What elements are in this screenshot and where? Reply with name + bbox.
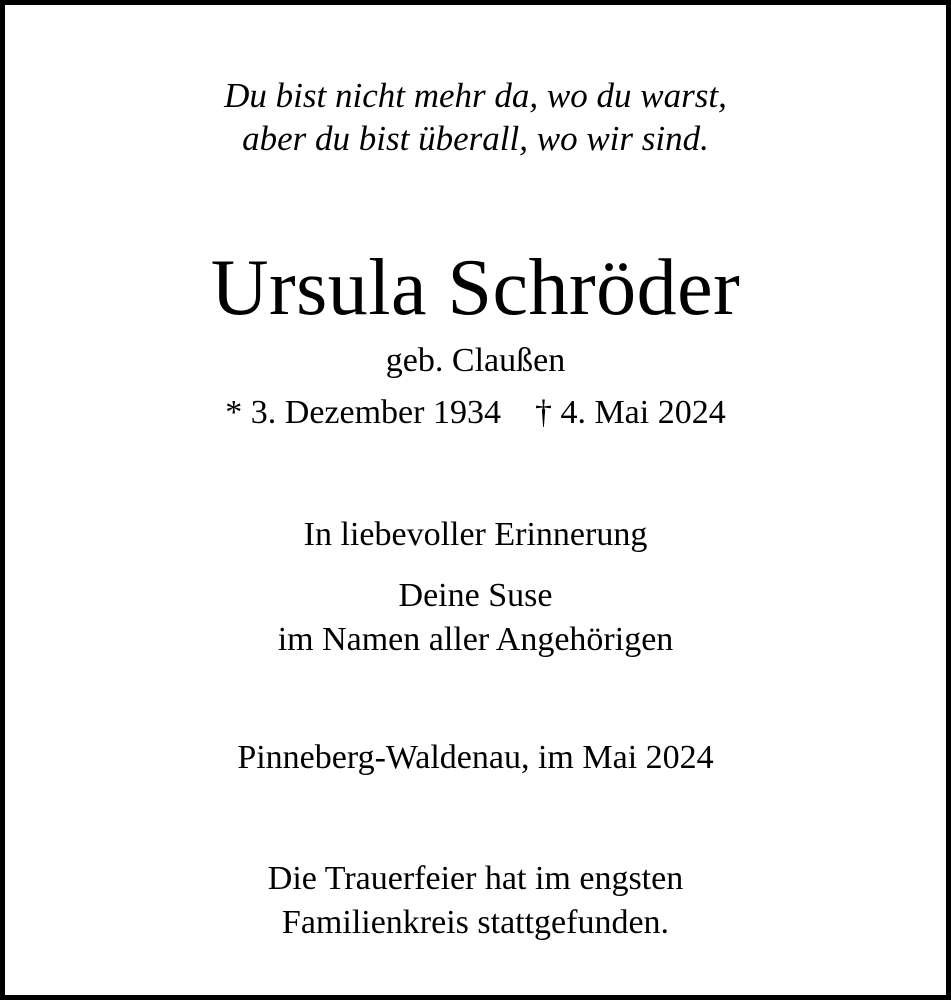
quote-line-1: Du bist nicht mehr da, wo du warst, bbox=[224, 76, 727, 115]
quote-line-2: aber du bist überall, wo wir sind. bbox=[242, 119, 709, 158]
funeral-note-line-1: Die Trauerfeier hat im engsten bbox=[267, 860, 684, 897]
birth-date: * 3. Dezember 1934 bbox=[225, 394, 501, 431]
place-date: Pinneberg-Waldenau, im Mai 2024 bbox=[237, 739, 714, 776]
funeral-note-line-2: Familienkreis stattgefunden. bbox=[281, 904, 670, 941]
signatory-line-2: im Namen aller Angehörigen bbox=[277, 621, 674, 658]
signatory-line-1: Deine Suse bbox=[398, 577, 553, 614]
deceased-name: Ursula Schröder bbox=[210, 244, 741, 332]
remembrance-line: In liebevoller Erinnerung bbox=[303, 516, 648, 553]
birth-name: geb. Claußen bbox=[385, 342, 566, 379]
death-date: † 4. Mai 2024 bbox=[534, 394, 726, 431]
life-dates bbox=[5, 396, 946, 430]
